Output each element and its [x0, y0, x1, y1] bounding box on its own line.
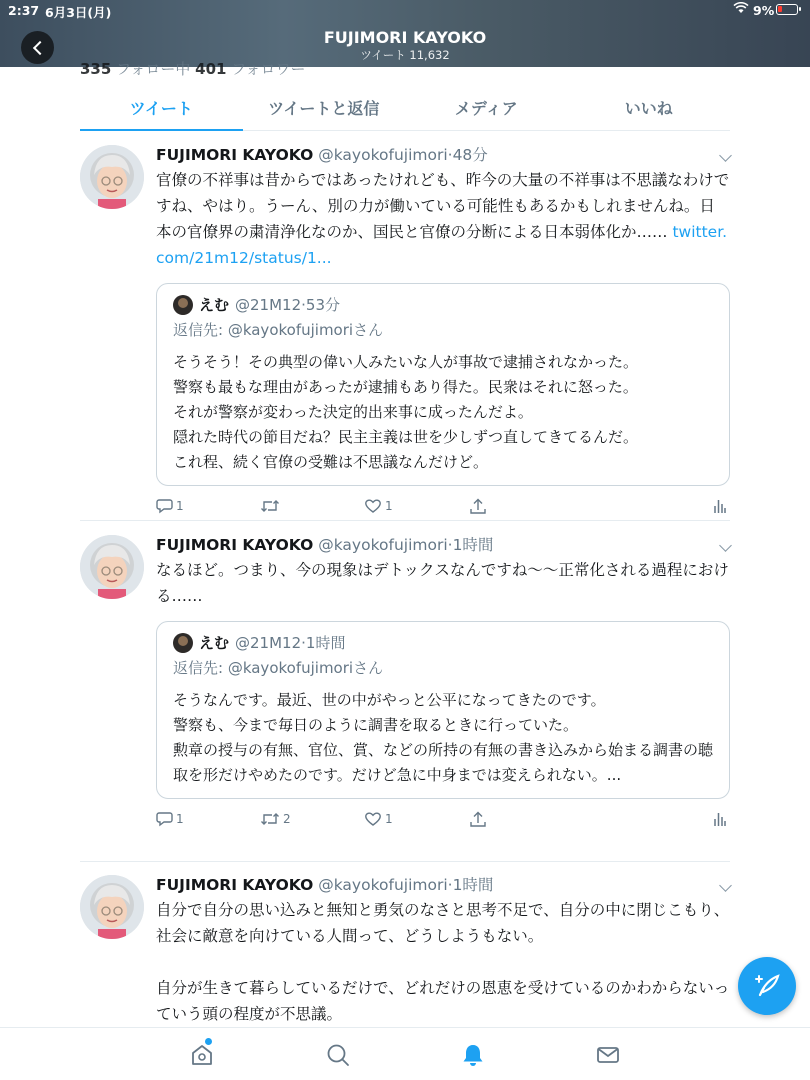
reply-to: 返信先: @kayokofujimoriさん	[173, 659, 384, 677]
status-time: 2:37	[8, 3, 40, 18]
author-handle: @kayokofujimori	[318, 536, 448, 554]
compose-tweet-button[interactable]	[738, 957, 796, 1015]
following-count: 335	[80, 60, 112, 78]
battery-percent: 9%	[753, 3, 775, 18]
following-label: フォロー中	[116, 60, 191, 78]
quote-author-name: えむ	[199, 634, 230, 652]
avatar[interactable]	[80, 145, 144, 209]
retweet-button[interactable]	[260, 811, 291, 827]
retweet-count: 2	[283, 812, 291, 826]
avatar[interactable]	[80, 875, 144, 939]
tweet-time: ·1時間	[447, 876, 494, 894]
follow-counts	[80, 58, 306, 79]
reply-button[interactable]	[156, 498, 184, 514]
tweet-text: 自分で自分の思い込みと無知と勇気のなさと思考不足で、自分の中に閉じこもり、社会に敵意を向けている人間って、どうしようもない。 自分が生きて暮らしているだけで、どれだけの恩恵を受けているのかわからないっていう頭の程度が不思議。	[156, 901, 730, 1023]
tweet-actions	[156, 811, 730, 833]
like-button[interactable]	[364, 498, 393, 514]
like-button[interactable]	[364, 811, 393, 827]
tweet-header	[156, 145, 730, 165]
quote-avatar	[173, 295, 193, 315]
tweet-header	[156, 875, 730, 895]
messages-icon	[595, 1042, 621, 1068]
like-count: 1	[385, 812, 393, 826]
tweet-text: 官僚の不祥事は昔からではあったけれども、昨今の大量の不祥事は不思議なわけですね、やはり。うーん、別の力が働いている可能性もあるかもしれませんね。日本の官僚界の粛清浄化なのか、国民と官僚の分断による日本弱体化か…… twitter.com/21m12/status/1...	[156, 171, 730, 267]
quote-author-name: えむ	[199, 296, 230, 314]
tab-media[interactable]: メディア	[454, 99, 518, 118]
share-icon	[469, 811, 487, 828]
quoted-tweet[interactable]	[156, 621, 730, 799]
wifi-icon	[733, 2, 749, 18]
avatar[interactable]	[80, 535, 144, 599]
tweet-time: ·48分	[447, 146, 488, 164]
tweet-actions	[156, 498, 730, 520]
nav-notifications[interactable]	[460, 1042, 486, 1068]
quote-author-handle: @21M12	[235, 634, 302, 652]
share-button[interactable]	[469, 498, 487, 515]
tweet-time: ·1時間	[447, 536, 494, 554]
reply-count: 1	[176, 499, 184, 513]
compose-tweet-icon	[752, 973, 782, 999]
reply-button[interactable]	[156, 811, 184, 827]
top-bar	[0, 0, 810, 67]
author-name[interactable]: FUJIMORI KAYOKO	[156, 146, 314, 164]
quoted-tweet[interactable]	[156, 283, 730, 486]
tab-tweets[interactable]: ツイート	[80, 83, 243, 130]
quote-avatar	[173, 633, 193, 653]
status-date: 6月3日(月)	[45, 5, 112, 20]
new-tweets-dot	[205, 1038, 212, 1045]
tweet-text: なるほど。つまり、今の現象はデトックスなんですね〜〜正常化される過程における……	[156, 561, 729, 605]
reply-count: 1	[176, 812, 184, 826]
quote-text: そうそう！その典型の偉い人みたいな人が事故で逮捕されなかった。 警察も最もな理由があったが逮捕もあり得た。民衆はそれに怒った。 それが警察が変わった決定的出来事に成ったんだよ。 隠れた時代の節目だね？民主主義は世を少しずつ直してきてるんだ。 これ程、続く官僚の受難は不思議なんだけど。	[173, 353, 639, 471]
bottom-nav	[0, 1027, 810, 1080]
quote-time: ·1時間	[301, 634, 346, 652]
quote-time: ·53分	[301, 296, 340, 314]
author-name[interactable]: FUJIMORI KAYOKO	[156, 536, 314, 554]
header-title: FUJIMORI KAYOKO	[323, 28, 487, 47]
retweet-icon	[260, 498, 280, 514]
heart-icon	[364, 811, 382, 827]
retweet-icon	[260, 811, 280, 827]
share-button[interactable]	[469, 811, 487, 828]
tweet-header	[156, 535, 730, 555]
tab-tweets-and-replies[interactable]: ツイートと返信	[268, 99, 380, 118]
retweet-button[interactable]	[260, 498, 283, 514]
like-count: 1	[385, 499, 393, 513]
nav-messages[interactable]	[595, 1042, 621, 1068]
nav-search[interactable]	[325, 1042, 351, 1068]
share-icon	[469, 498, 487, 515]
analytics-button[interactable]	[714, 498, 726, 514]
tweet-link[interactable]: twitter.com/21m12/status/1...	[156, 223, 728, 267]
nav-home[interactable]	[189, 1042, 215, 1068]
followers-count: 401	[195, 60, 227, 78]
reply-to: 返信先: @kayokofujimoriさん	[173, 321, 384, 339]
author-handle: @kayokofujimori	[318, 146, 448, 164]
header-subtitle: ツイート 11,632	[360, 48, 450, 62]
author-name[interactable]: FUJIMORI KAYOKO	[156, 876, 314, 894]
reply-icon	[156, 811, 173, 827]
analytics-icon	[714, 811, 726, 827]
home-icon	[189, 1042, 215, 1068]
quote-text: そうなんです。最近、世の中がやっと公平になってきたのです。 警察も、今まで毎日のように調書を取るときに行っていた。 勲章の授与の有無、官位、賞、などの所持の有無の書き込みから始まる調書の聴取を形だけやめたのです。だけど急に中身までは変えられない。...	[173, 691, 714, 784]
followers-label: フォロワー	[231, 60, 306, 78]
tab-likes[interactable]: いいね	[624, 99, 673, 118]
notifications-icon	[460, 1042, 486, 1068]
analytics-icon	[714, 498, 726, 514]
analytics-button[interactable]	[714, 811, 726, 827]
divider	[80, 861, 730, 862]
profile-tabs	[80, 83, 730, 131]
reply-icon	[156, 498, 173, 514]
search-icon	[325, 1042, 351, 1068]
author-handle: @kayokofujimori	[318, 876, 448, 894]
divider	[80, 520, 730, 521]
battery-icon	[776, 4, 798, 15]
quote-author-handle: @21M12	[235, 296, 302, 314]
heart-icon	[364, 498, 382, 514]
